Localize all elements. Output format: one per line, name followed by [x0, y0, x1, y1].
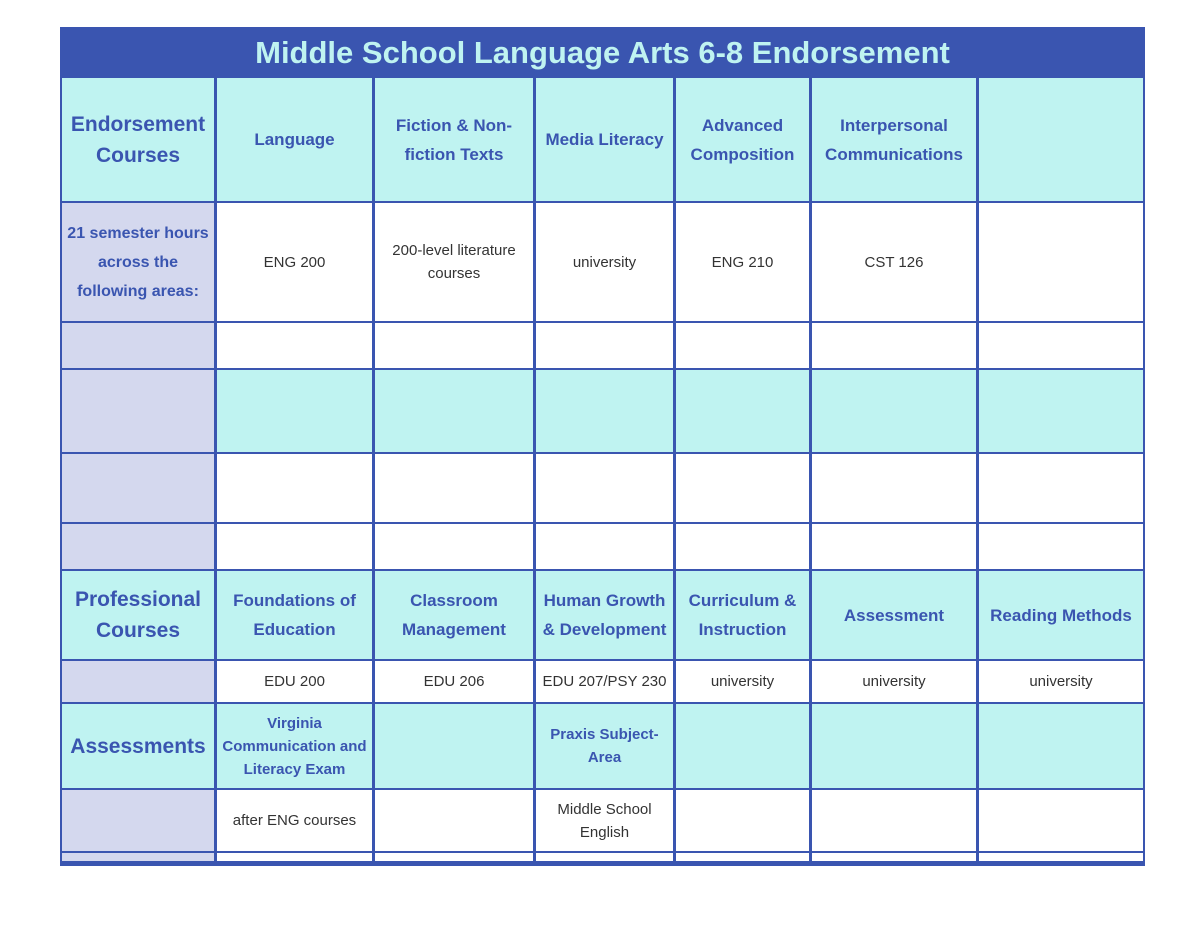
assessment-detail-cell: Middle School English — [536, 790, 673, 851]
assessment-item-cell — [812, 704, 976, 788]
empty-cell — [217, 370, 372, 452]
assessment-detail-cell — [979, 790, 1143, 851]
endorsement-area-header: Interpersonal Communications — [812, 78, 976, 201]
professional-area-header: Human Growth & Development — [536, 571, 673, 659]
empty-cell — [217, 853, 372, 861]
empty-cell — [812, 323, 976, 368]
page-title: Middle School Language Arts 6-8 Endorsement — [62, 29, 1143, 77]
empty-cell — [812, 454, 976, 522]
empty-cell — [676, 370, 809, 452]
professional-course-cell: EDU 200 — [217, 661, 372, 702]
empty-cell — [536, 524, 673, 569]
professional-area-header: Foundations of Education — [217, 571, 372, 659]
assessment-item-cell — [375, 704, 533, 788]
endorsement-table — [60, 27, 1145, 866]
professional-area-header: Assessment — [812, 571, 976, 659]
endorsement-course-cell: ENG 200 — [217, 203, 372, 321]
professional-course-cell: university — [979, 661, 1143, 702]
assessment-item-cell: Virginia Communication and Literacy Exam — [217, 704, 372, 788]
empty-cell — [676, 323, 809, 368]
assessment-item-cell — [979, 704, 1143, 788]
empty-cell — [979, 370, 1143, 452]
side-filler-cell — [62, 454, 214, 522]
endorsement-course-cell — [979, 203, 1143, 321]
side-filler-cell — [62, 853, 214, 861]
empty-cell — [375, 853, 533, 861]
empty-cell — [979, 524, 1143, 569]
empty-cell — [676, 524, 809, 569]
empty-cell — [375, 454, 533, 522]
empty-cell — [536, 853, 673, 861]
empty-cell — [375, 323, 533, 368]
assessments-label: Assessments — [62, 704, 214, 788]
endorsement-area-header: Language — [217, 78, 372, 201]
empty-cell — [217, 454, 372, 522]
empty-cell — [812, 524, 976, 569]
side-filler-cell — [62, 661, 214, 702]
side-filler-cell — [62, 370, 214, 452]
professional-course-cell: university — [812, 661, 976, 702]
endorsement-courses-label: Endorsement Courses — [62, 78, 214, 201]
assessment-item-cell — [676, 704, 809, 788]
assessment-detail-cell — [375, 790, 533, 851]
assessment-detail-cell — [812, 790, 976, 851]
professional-area-header: Curriculum & Instruction — [676, 571, 809, 659]
empty-cell — [979, 853, 1143, 861]
empty-cell — [676, 454, 809, 522]
endorsement-area-header — [979, 78, 1143, 201]
endorsement-course-cell: ENG 210 — [676, 203, 809, 321]
professional-area-header: Classroom Management — [375, 571, 533, 659]
empty-cell — [536, 370, 673, 452]
assessment-detail-cell: after ENG courses — [217, 790, 372, 851]
endorsement-course-cell: 200-level literature courses — [375, 203, 533, 321]
empty-cell — [375, 524, 533, 569]
side-filler-cell — [62, 790, 214, 851]
empty-cell — [217, 323, 372, 368]
side-filler-cell — [62, 524, 214, 569]
endorsement-course-cell: university — [536, 203, 673, 321]
professional-courses-label: Professional Courses — [62, 571, 214, 659]
assessment-item-cell: Praxis Subject-Area — [536, 704, 673, 788]
endorsement-area-header: Advanced Composition — [676, 78, 809, 201]
professional-course-cell: university — [676, 661, 809, 702]
empty-cell — [375, 370, 533, 452]
empty-cell — [217, 524, 372, 569]
professional-course-cell: EDU 207/PSY 230 — [536, 661, 673, 702]
semester-hours-note: 21 semester hours across the following areas: — [62, 203, 214, 321]
empty-cell — [812, 370, 976, 452]
empty-cell — [676, 853, 809, 861]
empty-cell — [979, 323, 1143, 368]
empty-cell — [536, 454, 673, 522]
endorsement-area-header: Media Literacy — [536, 78, 673, 201]
empty-cell — [812, 853, 976, 861]
side-filler-cell — [62, 323, 214, 368]
endorsement-area-header: Fiction & Non-fiction Texts — [375, 78, 533, 201]
professional-area-header: Reading Methods — [979, 571, 1143, 659]
endorsement-course-cell: CST 126 — [812, 203, 976, 321]
empty-cell — [979, 454, 1143, 522]
empty-cell — [536, 323, 673, 368]
assessment-detail-cell — [676, 790, 809, 851]
professional-course-cell: EDU 206 — [375, 661, 533, 702]
